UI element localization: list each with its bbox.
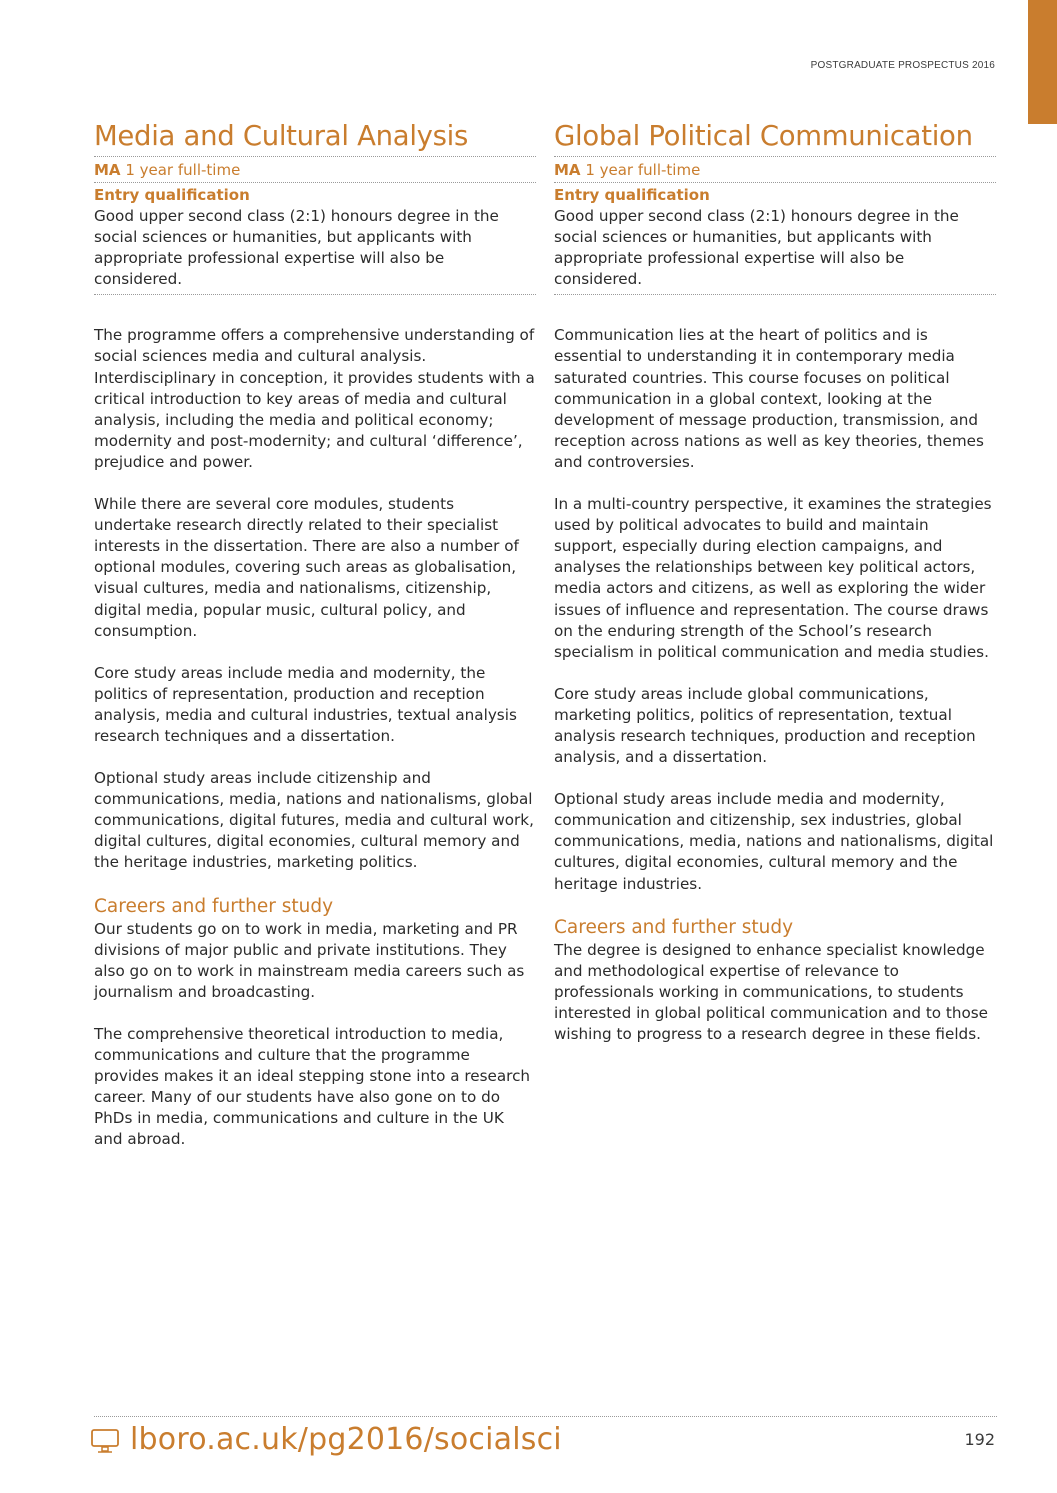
paragraph: Optional study areas include media and modernity, communication and citizenship, sex industries, global communications, media, nations and nationalisms, digital cultures, digital economies, cultural memory and the heritage industries. (554, 790, 994, 893)
page-number: 192 (964, 1430, 995, 1449)
careers-heading: Careers and further study (94, 895, 334, 917)
computer-screen-icon (90, 1426, 120, 1454)
footer-divider (94, 1416, 997, 1417)
degree-line (554, 158, 996, 182)
section-tab (1028, 0, 1057, 124)
paragraph: The comprehensive theoretical introduction to media, communications and culture that the programme provides makes it an ideal stepping stone into a research career. Many of our students have also gone on to do PhDs in media, communications and culture in the UK and abroad. (94, 1024, 531, 1149)
paragraph: Optional study areas include citizenship and communications, media, nations and nationalisms, global communications, digital futures, media and cultural work, digital cultures, digital economies, cultural memory and the heritage industries, marketing politics. (94, 769, 534, 872)
footer-url[interactable]: lboro.ac.uk/pg2016/socialsci (130, 1422, 562, 1457)
paragraph: In a multi-country perspective, it examines the strategies used by political advocates to build and maintain support, especially during election campaigns, and analyses the relationships between key political actors, media actors and citizens, as well as exploring the wider issues of influence and representation. The course draws on the enduring strength of the School’s research specialism in political communication and media studies. (554, 495, 992, 661)
divider (94, 294, 536, 295)
paragraph: Core study areas include global communications, marketing politics, politics of representation, textual analysis research techniques, production and reception analysis, and a dissertation. (554, 684, 976, 767)
divider (554, 156, 996, 157)
entry-heading: Entry qualification (94, 186, 250, 204)
paragraph: The programme offers a comprehensive understanding of social sciences media and cultural analysis. Interdisciplinary in conception, it provides students with a critical introduction to key areas of media and cultural analysis, including the media and political economy; modernity and post-modernity; and cultural ‘difference’, prejudice and power. (94, 326, 535, 471)
divider (94, 182, 536, 183)
divider (554, 294, 996, 295)
running-head: POSTGRADUATE PROSPECTUS 2016 (810, 60, 995, 71)
degree-code: MA (94, 161, 121, 179)
careers-heading: Careers and further study (554, 916, 794, 938)
entry-heading: Entry qualification (554, 186, 710, 204)
footer-link[interactable] (90, 1420, 562, 1460)
paragraph: The degree is designed to enhance specialist knowledge and methodological expertise of relevance to professionals working in communications, to students interested in global political communication and to those wishing to progress to a research degree in these fields. (554, 940, 989, 1043)
entry-text: Good upper second class (2:1) honours degree in the social sciences or humanities, but applicants with appropriate professional expertise will also be considered. (554, 207, 959, 289)
paragraph: Communication lies at the heart of politics and is essential to understanding it in contemporary media saturated countries. This course focuses on political communication in a global context, looking at the development of message production, transmission, and reception across nations as well as key theories, themes and controversies. (554, 326, 984, 471)
divider (94, 156, 536, 157)
paragraph: While there are several core modules, students undertake research directly related to their specialist interests in the dissertation. There are also a number of optional modules, covering such areas as globalisation, visual cultures, media and nationalisms, citizenship, digital media, popular music, cultural policy, and consumption. (94, 495, 519, 640)
paragraph: Core study areas include media and modernity, the politics of representation, production and reception analysis, media and cultural industries, textual analysis research techniques and a dissertation. (94, 663, 517, 745)
degree-line (94, 158, 536, 182)
degree-mode: 1 year full-time (125, 161, 241, 179)
right-column (554, 116, 996, 1066)
divider (554, 182, 996, 183)
entry-text: Good upper second class (2:1) honours degree in the social sciences or humanities, but applicants with appropriate professional expertise will also be considered. (94, 207, 499, 289)
course-title: Media and Cultural Analysis (94, 120, 469, 152)
paragraph: Our students go on to work in media, marketing and PR divisions of major public and private institutions. They also go on to work in mainstream media careers such as journalism and broadcasting. (94, 919, 525, 1001)
left-column (94, 116, 536, 1171)
degree-mode: 1 year full-time (585, 161, 701, 179)
course-title: Global Political Communication (554, 120, 973, 152)
degree-code: MA (554, 161, 581, 179)
